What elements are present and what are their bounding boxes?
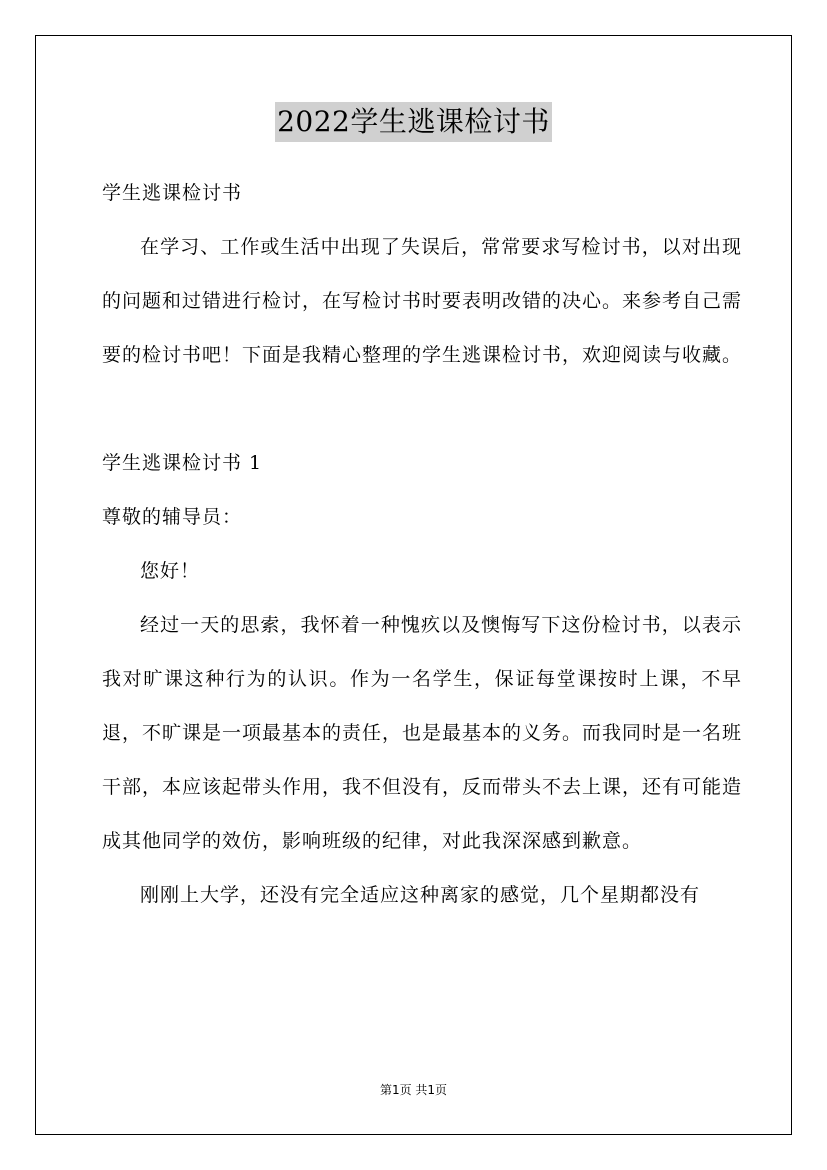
document-title: 2022学生逃课检讨书 [275,102,552,142]
body-paragraph-2: 刚刚上大学，还没有完全适应这种离家的感觉，几个星期都没有 [140,884,701,906]
salutation: 尊敬的辅导员： [102,506,243,528]
document-body [102,166,742,922]
title-wrap [0,102,827,142]
intro-paragraph: 在学习、工作或生活中出现了失误后，常常要求写检讨书，以对出现的问题和过错进行检讨，在写检讨书时要表明改错的决心。来参考自己需要的检讨书吧！下面是我精心整理的学生逃课检讨书，欢迎阅读与收藏。 [102,236,743,366]
spacer [102,382,742,436]
section-heading: 学生逃课检讨书 1 [102,452,263,474]
page-footer: 第1页 共1页 [379,1083,448,1097]
greeting: 您好！ [140,560,201,582]
subtitle: 学生逃课检讨书 [102,182,243,204]
body-paragraph-1: 经过一天的思索，我怀着一种愧疚以及懊悔写下这份检讨书，以表示我对旷课这种行为的认识。作为一名学生，保证每堂课按时上课，不早退，不旷课是一项最基本的责任，也是最基本的义务。而我同时是一名班干部，本应该起带头作用，我不但没有，反而带头不去上课，还有可能造成其他同学的效仿，影响班级的纪律，对此我深深感到歉意。 [102,614,743,852]
